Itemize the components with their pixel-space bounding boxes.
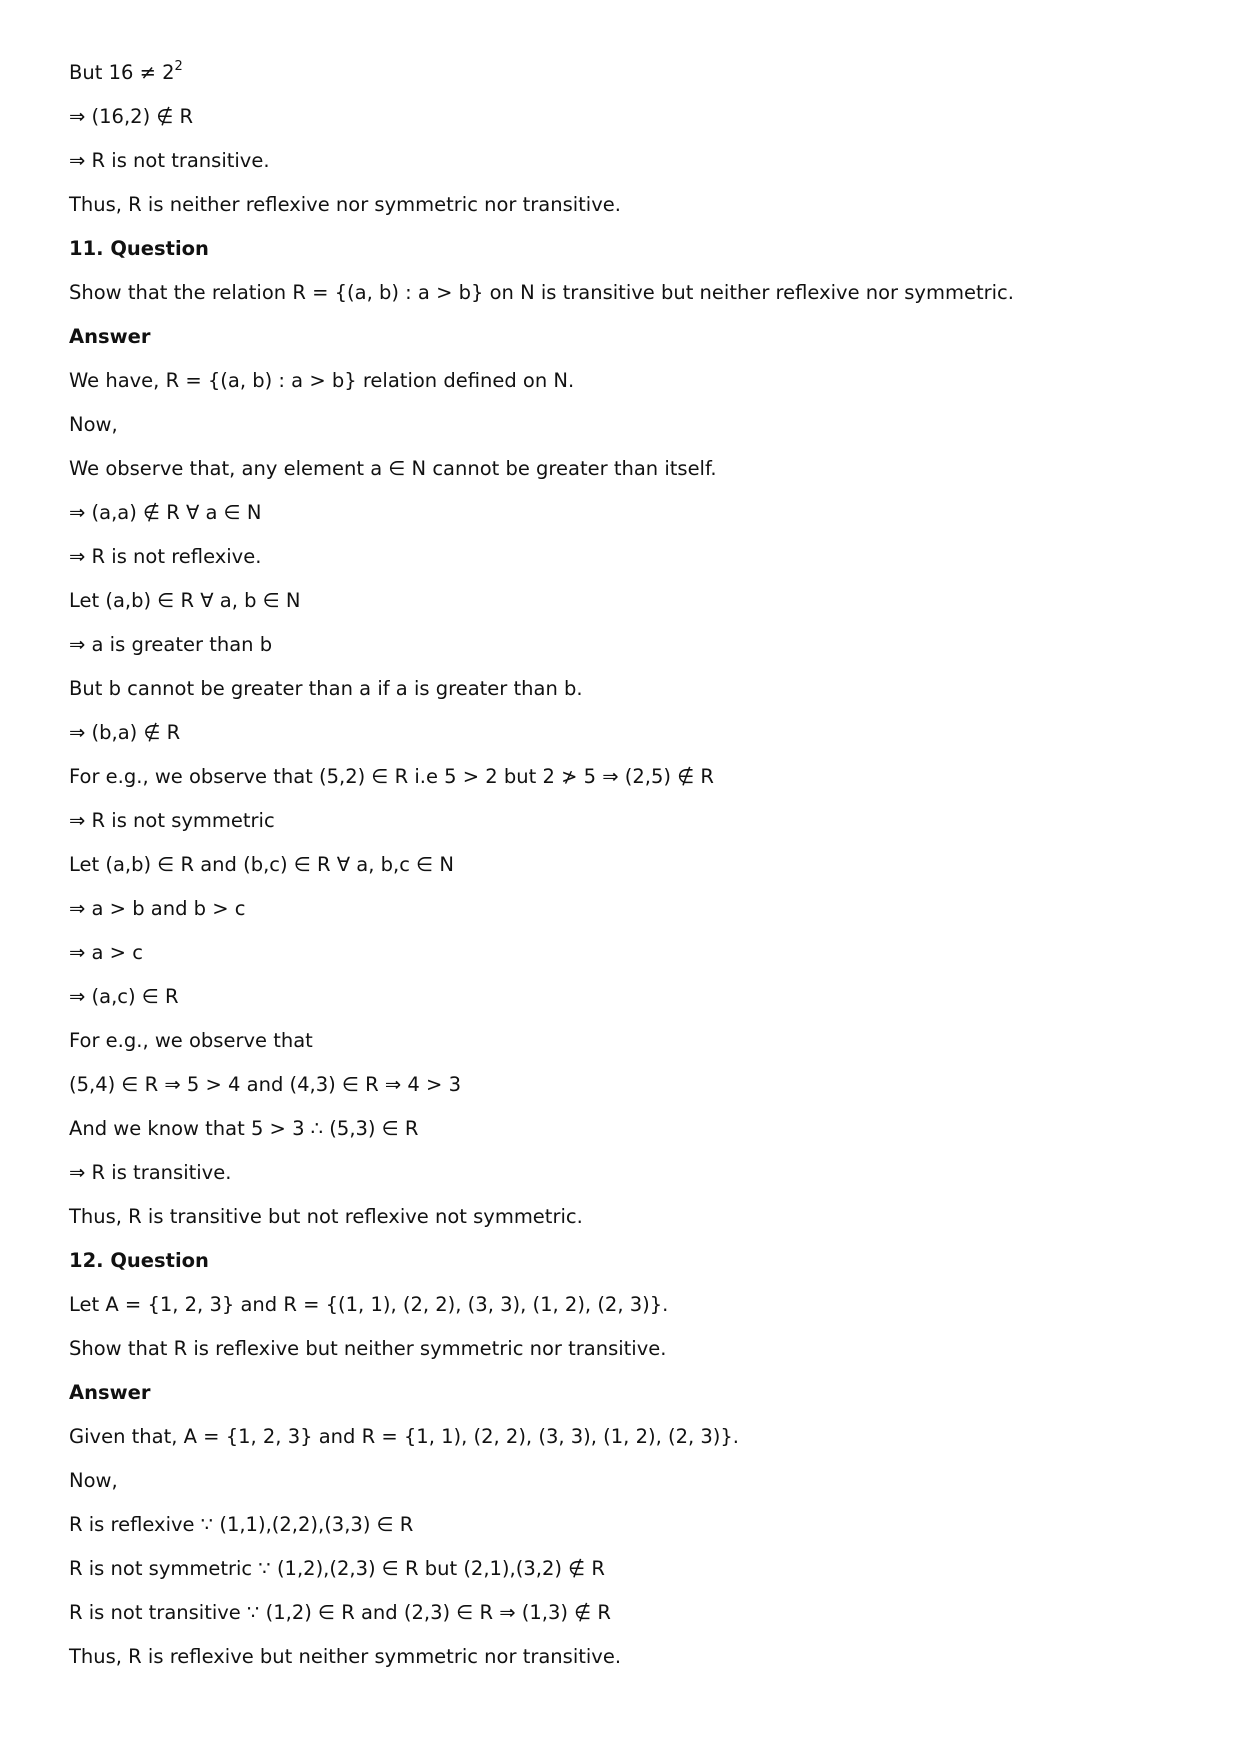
text-line: R is not symmetric ∵ (1,2),(2,3) ∈ R but (2,1),(3,2) ∉ R [69,1557,605,1580]
text-line: We observe that, any element a ∈ N cannot be greater than itself. [69,457,717,480]
text-line: Thus, R is neither reflexive nor symmetric nor transitive. [69,193,621,216]
answer-heading: Answer [69,325,151,348]
answer-heading: Answer [69,1381,151,1404]
text-line: For e.g., we observe that (5,2) ∈ R i.e 5 > 2 but 2 ≯ 5 ⇒ (2,5) ∉ R [69,765,714,788]
text-line: For e.g., we observe that [69,1029,313,1052]
text-line-main: But 16 ≠ 2 [69,61,175,84]
superscript-exponent: 2 [174,59,183,74]
text-line: ⇒ R is not reflexive. [69,545,262,568]
text-line: We have, R = {(a, b) : a > b} relation defined on N. [69,369,575,392]
text-line: ⇒ (b,a) ∉ R [69,721,181,744]
text-line: ⇒ (a,a) ∉ R ∀ a ∈ N [69,501,262,524]
text-line: ⇒ (a,c) ∈ R [69,985,179,1008]
text-line: R is reflexive ∵ (1,1),(2,2),(3,3) ∈ R [69,1513,414,1536]
text-line: Now, [69,1469,118,1492]
text-line: Thus, R is transitive but not reflexive not symmetric. [69,1205,583,1228]
text-line: And we know that 5 > 3 ∴ (5,3) ∈ R [69,1117,419,1140]
text-line: Now, [69,413,118,436]
question-text: Let A = {1, 2, 3} and R = {(1, 1), (2, 2), (3, 3), (1, 2), (2, 3)}. [69,1293,669,1316]
text-line: ⇒ R is not transitive. [69,149,270,172]
text-line: ⇒ (16,2) ∉ R [69,105,194,128]
question-heading: 11. Question [69,237,209,260]
question-text: Show that the relation R = {(a, b) : a > b} on N is transitive but neither reflexive nor symmetric. [69,281,1014,304]
text-line [69,60,183,86]
text-line: Given that, A = {1, 2, 3} and R = {1, 1), (2, 2), (3, 3), (1, 2), (2, 3)}. [69,1425,740,1448]
text-line: ⇒ R is not symmetric [69,809,275,832]
text-line: Thus, R is reflexive but neither symmetric nor transitive. [69,1645,622,1668]
text-line: R is not transitive ∵ (1,2) ∈ R and (2,3) ∈ R ⇒ (1,3) ∉ R [69,1601,611,1624]
text-line: ⇒ a is greater than b [69,633,273,656]
text-line: ⇒ a > b and b > c [69,897,246,920]
text-line: Let (a,b) ∈ R and (b,c) ∈ R ∀ a, b,c ∈ N [69,853,454,876]
text-line: But b cannot be greater than a if a is greater than b. [69,677,583,700]
text-line: (5,4) ∈ R ⇒ 5 > 4 and (4,3) ∈ R ⇒ 4 > 3 [69,1073,461,1096]
text-line: Let (a,b) ∈ R ∀ a, b ∈ N [69,589,301,612]
question-text: Show that R is reflexive but neither symmetric nor transitive. [69,1337,667,1360]
question-heading: 12. Question [69,1249,209,1272]
text-line: ⇒ R is transitive. [69,1161,232,1184]
text-line: ⇒ a > c [69,941,143,964]
